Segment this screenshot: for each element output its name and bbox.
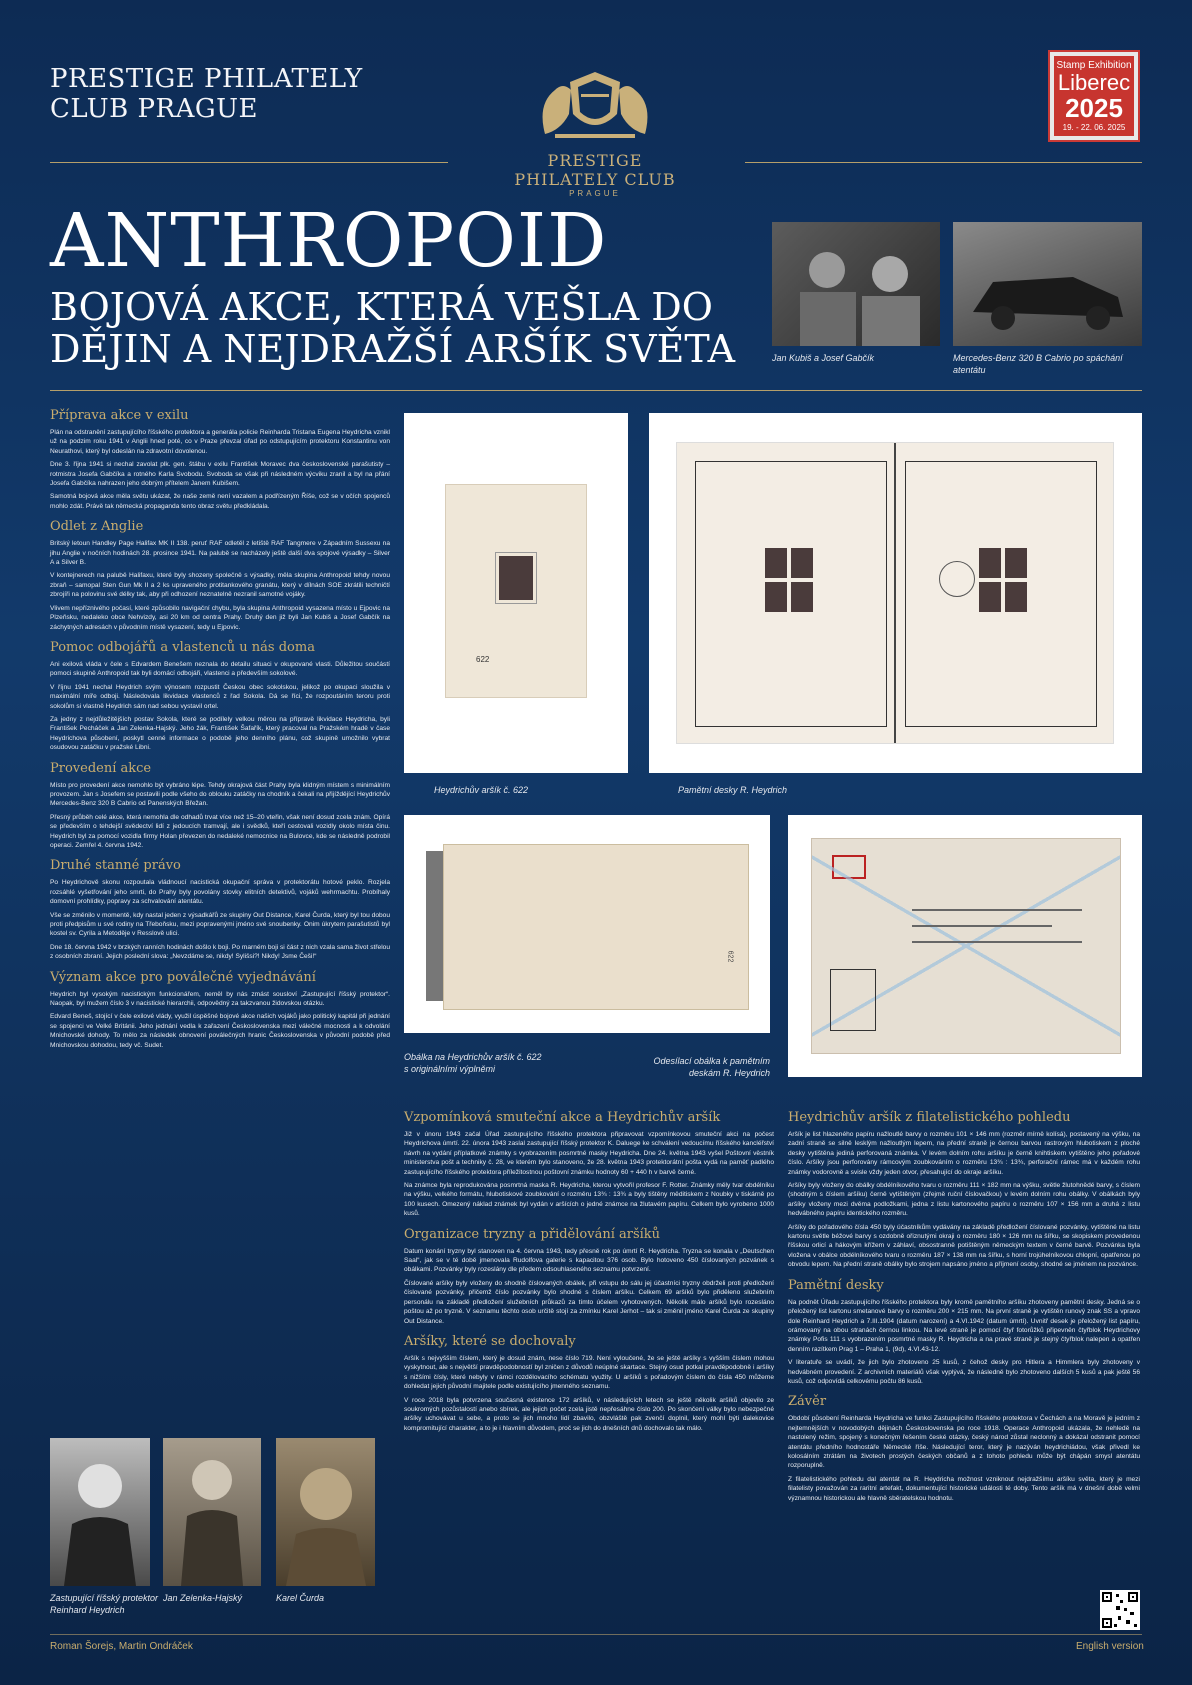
club-name — [50, 64, 430, 124]
photo-kubis-gabcik — [772, 222, 940, 346]
section-odlet — [50, 519, 390, 632]
header-divider-left — [50, 162, 448, 163]
section-vzpominkova — [404, 1110, 774, 1219]
section-dochovane — [404, 1334, 774, 1433]
section-filatelisticky — [788, 1110, 1140, 1270]
section-stanne-pravo — [50, 858, 390, 961]
paragraph: V literatuře se uvádí, že jich bylo zhotoveno 25 kusů, z čehož desky pro Hitlera a Himmlera byly zhotoveny v hedvábném provedení. Z archivních materiálů však vyplývá, že následně bylo zhotoveno dalších 5 kusů a pak ještě 56 kusů, což odpovídá celkovému počtu 86 kusů. — [788, 1359, 1140, 1385]
page-title: ANTHROPOID — [50, 198, 608, 284]
address-line — [912, 941, 1082, 943]
subtitle-line1: BOJOVÁ AKCE, KTERÁ VEŠLA DO — [50, 285, 713, 329]
mid-text-column — [404, 1110, 774, 1441]
left-text-column — [50, 408, 390, 1058]
paragraph: Místo pro provedení akce nemohlo být vybráno lépe. Tehdy okrajová část Prahy byla klidným místem s minimálním provozem. Jan s Josefem se postavili podle všeho do oblouku zatáčky na chodník a čekali na přijíždějící Heydrichův Mercedes-Benz 320 B Cabrio od Panenských Břežan. — [50, 781, 390, 808]
caption-line: Zastupující říšský protektor — [50, 1593, 159, 1603]
paragraph: Po Heydrichově skonu rozpoutala vládnoucí nacistická okupační správa v protektorátu hotové peklo. Rozjela rozsáhlé vyšetřování jeho smrti, do Prahy byly povolány stovky elitních detektivů, vojáků wehrmachtu. Probíhaly domovní prohlídky, popravy za schvalování atentátu. — [50, 879, 390, 906]
english-version-link[interactable]: English version — [1076, 1641, 1144, 1652]
paragraph: Aršíky do pořadového čísla 450 byly účastníkům vydávány na základě předložení číslované pozvánky, vytištěné na listu kartonu světle béžové barvy s ozdobně ořiznutými okraji o rozměru 180 × 126 mm na šířku, se skopiskem provedenou říšskou orlicí a hákovým křížem v záhlaví, obsostranně potištěným německým textem v černé barvě. Pozvánka byla vložena v obálce obdélníkového tvaru o rozměru 187 × 138 mm na šířku, s horní trojúhelníkovou chlopní, opatřenou po obvodu lepem. Na přední straně obálky bylo strojem napsáno jméno a příjmení osoby, shodné se jménem na pozvánce. — [788, 1223, 1140, 1269]
caption-odesilaci — [600, 1055, 770, 1079]
paragraph: Aršíky byly vloženy do obálky obdélníkového tvaru o rozměru 111 × 182 mm na výšku, světle žlutohnědé barvy, s číslem (shodným s číslem aršíku) černě vytištěným (zřejmě ruční číslovačkou) v levém dolním rohu obálky. V obálkách byly aršíky vloženy mezi dvěma podložkami, jedna z listu kartonového papíru o rozměru 107 × 156 mm a druhá z listu hedvábného papíru identického rozměru. — [788, 1182, 1140, 1218]
stamp-block-right — [979, 548, 1001, 578]
section-pomoc — [50, 640, 390, 753]
stamp-block-right — [1005, 548, 1027, 578]
postmark-icon — [939, 561, 975, 597]
portrait-icon — [50, 1438, 150, 1586]
club-name-line2: CLUB PRAGUE — [50, 94, 259, 124]
paragraph: Dne 3. října 1941 si nechal zavolat plk. gen. štábu v exilu František Moravec dva československé parašutisty – rotmistra Josefa Gabčíka a rotného Karla Svobodu. Svoboda se však při následném výcviku zranil a byl na přání Josefa Gabčíka nahrazen jeho dobrým přítelem Janem Kubišem. — [50, 461, 390, 488]
sheet-number: 622 — [476, 655, 490, 664]
section-heading: Odlet z Anglie — [50, 519, 144, 535]
section-organizace — [404, 1227, 774, 1326]
paragraph: Edvard Beneš, stojící v čele exilové vlády, využil úspěšné bojové akce našich vojáků jako politický kapitál při jednání se spojenci ve Velké Británii. Jeho jednání vedla k zařazení Československa mezi válečné mocnosti a k odvolání Mnichovské dohody. To mělo za následek obnovení poválečných hranic Československa v původní podobě před Mnichovskou dohodou, tedy vč. Sudet. — [50, 1013, 390, 1049]
portrait-pair-icon — [772, 222, 940, 346]
portrait-heydrich — [50, 1438, 150, 1586]
paragraph: Aršík s nejvyšším číslem, který je dosud znám, nese číslo 719. Není vyloučené, že se ještě aršíky s vyšším číslem mohou vyskytnout, ale s největší pravděpodobností byl zničen z důvodů neúplné skartace. Stejný osud potkal pravděpodobně i aršíky s nižšími čísly, které nebyly v rámci rozdělovacího schématu využity. U aršíků s pořadovým číslem do čísla 450 můžeme dohledat jejich původní majitele podle existujícího jmenného seznamu. — [404, 1354, 774, 1391]
official-stamp-box — [830, 969, 876, 1031]
paragraph: V kontejnerech na palubě Halifaxu, které byly shozeny společně s výsadky, měla skupina Anthropoid tehdy novou zbraň – samopal Sten Gun Mk II a 2 ks upraveného protitankového granátu, který v dílnách SOE zkrátili techničtí zbrojíři na polovinu své délky tak, aby při odhození neznatelně nezranil samotné vojáky. — [50, 572, 390, 599]
paragraph: Za jedny z nejdůležitějších postav Sokola, které se podílely velkou měrou na přípravě likvidace Heydricha, byli František Pecháček a Jan Zelenka-Hajský. Jeho žák, František Šafařík, který pracoval na Pražském hradě v čase Heydrichova působení, poskytl cenné informace o podobě jeho denního plánu, což skupině umožnilo vybrat osudovou zatáčku v pražské Libni. — [50, 715, 390, 752]
section-heading: Organizace tryzny a přidělování aršíků — [404, 1226, 661, 1242]
section-zaver — [788, 1394, 1140, 1503]
header-divider-right — [745, 162, 1142, 163]
folder-spine — [894, 443, 896, 743]
stamp-block-left — [765, 582, 787, 612]
caption-curda: Karel Čurda — [276, 1593, 325, 1603]
exhibition-badge — [1048, 50, 1140, 142]
section-provedeni — [50, 761, 390, 851]
portrait-curda — [276, 1438, 375, 1586]
paragraph: Samotná bojová akce měla světu ukázat, že naše země není vazalem a podřízeným Říše, což se v očích spojenců mohlo zdát. Právě tak německá propaganda tento obraz světu předkládala. — [50, 493, 390, 510]
portrait-icon — [163, 1438, 261, 1586]
paragraph: Číslované aršíky byly vloženy do shodně číslovaných obálek, při vstupu do sálu jej účastníci tryzny obdrželi proti předložení číslované pozvánky, přičemž číslo pozvánky bylo shodné s číslem aršíku. Celkem 69 aršíků bylo přiděleno služebním personálu na základě předložení služebních průkazů za tímto účelem vyhotovených. Několik málo aršíků bylo rozesláno poštou až po tryzně. V seznamu těchto osob určitě stojí za zmínku Karel Jerhot – tak si změnil jméno Karel Čurda ze skupiny Out Distance. — [404, 1279, 774, 1325]
section-heading: Závěr — [788, 1394, 827, 1410]
section-heading: Vzpomínková smuteční akce a Heydrichův aršík — [404, 1110, 721, 1125]
caption-line: Odesílací obálka k pamětním — [653, 1056, 770, 1066]
caption-arsik: Heydrichův aršík č. 622 — [434, 785, 529, 795]
caption-mercedes: Mercedes-Benz 320 B Cabrio po spáchání atentátu — [953, 353, 1123, 375]
stamp-block-right — [979, 582, 1001, 612]
footer-divider — [50, 1634, 1142, 1635]
paragraph: Na známce byla reprodukována posmrtná maska R. Heydricha, kterou vytvořil profesor F. Rotter. Známky měly tvar obdélníku na výšku, velkého formátu, hlubotiskové zoubkování o rozměru 13¾ : 13¾ a byly tištěny měditiskem z Noubky v tiskárně po 100 kusech. Omezený náklad známek byl vydán v aršících o jedné známce na žlutavém papíru. Celkem bylo vyrobeno 1000 kusů. — [404, 1182, 774, 1218]
footer-authors: Roman Šorejs, Martin Ondráček — [50, 1641, 193, 1652]
page-subtitle — [50, 286, 750, 370]
paragraph: Přesný průběh celé akce, která nemohla dle odhadů trvat více než 15–20 vteřin, však není dosud zcela znám. Opírá se především o tehdejší svědectví lidí z jedoucích tramvají, ale i svědků, kteří cestovali vozidly okolo místa činu. Heydrich byl za pomocí vozidla firmy Holan převezen do nedaleké nemocnice na Bulovce, kde se následně podrobil operaci. Zemřel 4. června 1942. — [50, 813, 390, 849]
mailing-envelope — [812, 839, 1120, 1053]
section-heading: Pomoc odbojářů a vlastenců u nás doma — [50, 639, 315, 655]
panel-desky — [649, 413, 1142, 773]
caption-line: Obálka na Heydrichův aršík č. 622 — [404, 1052, 542, 1062]
caption-desky: Pamětní desky R. Heydrich — [678, 785, 788, 795]
caption-line: Reinhard Heydrich — [50, 1605, 125, 1615]
panel-odesilaci-obalka — [788, 815, 1142, 1077]
club-name-line1: PRESTIGE PHILATELY — [50, 64, 363, 94]
paragraph: Ani exilová vláda v čele s Edvardem Benešem neznala do detailu situaci v okupované vlasti. Důležitou součástí pomoci skupině Anthropoid tak byli domácí odbojáři, vlastenci a především sokolové. — [50, 660, 390, 678]
caption-line: s originálními výplněmi — [404, 1064, 496, 1074]
caption-line: deskám R. Heydrich — [688, 1068, 770, 1078]
right-text-column — [788, 1110, 1140, 1511]
paragraph: Již v únoru 1943 začal Úřad zastupujícího říšského protektora připravovat vzpomínkovou smuteční akci na počest Heydrichova úmrtí. 22. února 1943 zaslal zastupující říšský protektor K. Daluege ke schválení vedoucímu říšského kancléřství návrh na vydání příplatkové známky s vyobrazením posmrtné masky Heydricha. Dne 24. května 1943 vyšel Poštovní věstník ministerstva pošt a techniky č. 28, ve kterém bylo stanoveno, že 28. května 1943 protektorátní pošta vydá na paměť padlého zastupujícího říšského protektora příležitostnou poštovní známku hodnoty 60 + 440 h v barvě černé. — [404, 1131, 774, 1176]
paragraph: Období působení Reinharda Heydricha ve funkci Zastupujícího říšského protektora v Čechách a na Moravě je jedním z nejtemnějších v novodobých dějinách Československa po roce 1918. Operace Anthropoid ukázala, že nehledě na nastolený režim, spojený s konečným řešením české otázky, český národ zůstal neclonný a dokázal odstranit pomocí atentátu předního hodnostáře Německé říše. Následující teror, který je nazýván heydrichiádou, však přivedl ke kolosálním ztrátám na životech prostých českých občanů a z tohoto pohledu může být chápán smysl atentátu rozporuplně. — [788, 1415, 1140, 1470]
section-pametni-desky — [788, 1278, 1140, 1387]
paragraph: Na podnět Úřadu zastupujícího říšského protektora byly kromě pamětního aršíku zhotoveny pamětní desky. Jedná se o přeložený list kartonu smetanové barvy o rozměru 200 × 215 mm. Na první straně je vytištěn runový znak SS a vpravo dole Reinhard Heydrich a 7.III.1904 (datum narození) a 4.VI.1942 (datum úmrtí). Uvnitř desek je přeložený list papíru, orámovaný na obou stranách černou linkou. Na levé straně je pomocí čtyř fotorůžků připevněn čtyřblok Heydrichovy známky Pofis 111 s vyobrazením posmrtné masky R. Heydricha a na pravé straně je stejný čtyřblok nalepen a opatřen denním razítkem Prag 1 – Praha 1, (9d), 4.VI.43-12. — [788, 1298, 1140, 1353]
folder-right-frame — [905, 461, 1097, 727]
paragraph: Vše se změnilo v momentě, kdy nastal jeden z výsadkářů ze skupiny Out Distance, Karel Čurda, který byl tou dobou proti předpisům u své rodiny na Třeboňsku, mezi popravenými jméno své snoubenky. Onim úkrytem parašutistů byl kostel sv. Cyrila a Metoděje v Resslově ulici. — [50, 911, 390, 938]
qr-pattern — [1100, 1590, 1140, 1630]
section-heading: Druhé stanné právo — [50, 858, 181, 874]
memorial-folder — [677, 443, 1113, 743]
section-vyznam — [50, 970, 390, 1050]
badge-year: 2025 — [1065, 93, 1123, 123]
paragraph: Datum konání tryzny byl stanoven na 4. června 1943, tedy přesně rok po úmrtí R. Heydricha. Tryzna se konala v „Deutschen Saal“, jak se v té době jmenovala Rudolfova galerie s kapacitou 376 osob. Bylo hotoveno 450 číslovaných pozvánek s obálkami. Pozvánky byly rozeslány dle předem odsouhlaseného seznamu potvrzení. — [404, 1247, 774, 1274]
stamp-block-left — [791, 582, 813, 612]
section-heading: Provedení akce — [50, 760, 152, 776]
paragraph: V říjnu 1941 nechal Heydrich svým výnosem rozpustit Českou obec sokolskou, jelikož po okupaci sloužila v maximální míře odboji. Následovala likvidace vlastenců z řad Sokola. Dá se říci, že rozpoutáním teroru proti sokolům si vlastně Heydrich sám nad sebou vystavil ortel. — [50, 683, 390, 710]
panel-arsik — [404, 413, 628, 773]
stamp-block-left — [791, 548, 813, 578]
club-crest — [495, 64, 695, 198]
stamp-block-right — [1005, 582, 1027, 612]
paragraph: Vlivem nepříznivého počasí, které způsobilo navigační chybu, byla skupina Anthropoid vysazena místo u Ejpovic na Plzeňsku, nedaleko obce Nehvizdy, asi 20 km od centra Prahy. Druhý den již byli Jan Kubiš a Josef Gabčík na záchytných adresách v původním místě vysazení, tedy u Ejpovic. — [50, 604, 390, 631]
caption-obalka — [404, 1051, 584, 1075]
address-line — [912, 925, 1052, 927]
heydrich-stamp — [499, 556, 533, 600]
crest-subtitle: PRAGUE — [569, 189, 621, 198]
section-heading: Pamětní desky — [788, 1277, 884, 1293]
arsik-sheet — [446, 485, 586, 697]
caption-zelenka: Jan Zelenka-Hajský — [163, 1593, 243, 1603]
caption-heydrich — [50, 1592, 160, 1616]
stamp-block-left — [765, 548, 787, 578]
paragraph: Plán na odstranění zastupujícího říšského protektora a generála policie Reinharda Tristana Eugena Heydricha vznikl už na podzim roku 1941 v Anglii hned poté, co v Praze převzal úřad po odstupujícím protektoru Konstantinu von Neurathovi, který byl odeslán na zdravotní dovolenou. — [50, 429, 390, 455]
paragraph: Dne 18. června 1942 v brzkých ranních hodinách došlo k boji. Po marném boji si část z nich vzala sama život střelou z osobních zbraní. Jejich poslední slova: „Nevzdáme se, nikdy! Sylišsi?! Nikdy! Jsme Češi!“ — [50, 943, 390, 961]
badge-dates: 19. - 22. 06. 2025 — [1062, 123, 1126, 132]
section-heading: Heydrichův aršík z filatelistického pohledu — [788, 1110, 1071, 1125]
paragraph: Z filatelistického pohledu dal atentát na R. Heydricha možnost vzniknout nejdražšímu aršíku světa, který je mezi filatelisty považován za raritní artefakt, dokumentující historické události té doby. Tento aršík má v dnešní době velmi významnou historickou ale hlavně sběratelskou hodnotu. — [788, 1475, 1140, 1502]
portrait-zelenka — [163, 1438, 261, 1586]
badge-line1: Stamp Exhibition — [1056, 60, 1132, 71]
section-priprava — [50, 408, 390, 511]
paragraph: Aršík je list hlazeného papíru nažloutlé barvy o rozměru 101 × 146 mm (rozměr mírně kolísá), postavený na výšku, na zadní straně se silně lesklým nažloutlým lepem, na přední straně je černou barvou rastrovým hlubotiskem z ploché desky vytištěna jediná perforovaná známka. V levém dolním rohu aršíku je černě knihtiskem vytištěno jeho pořadové číslo. Aršíky jsou perforovány rámcovým zoubkováním o rozměru 13¾ : 13¾, perforační rámec má v každém rohu známky vodorovně a svisle vždy jeden otvor, přesahující do okraje aršíku. — [788, 1131, 1140, 1176]
car-icon — [953, 222, 1142, 346]
crest-title: PRESTIGE PHILATELY CLUB — [514, 151, 676, 189]
caption-kubis-gabcik: Jan Kubiš a Josef Gabčík — [772, 353, 875, 363]
crest-lions-icon — [515, 64, 675, 144]
paragraph: V roce 2018 byla potvrzena současná existence 172 aršíků, v následujících letech se ještě několik aršíků objevilo ze soukromých pozůstalostí anebo sbírek, ale jejich počet zcela jistě nepřesáhne číslo 200. Po skončení války bylo nebezpečné aršíky uchovávat u sebe, a proto se jich mnoho lidí zbavilo, obzvláště pak zvenčí doplnil, který mohl býti dalekovice kompromitující charakter, a to je i hlavním důvodem, proč se jich do dnešních dnů dochovalo tak málo. — [404, 1396, 774, 1432]
title-divider — [50, 390, 1142, 391]
envelope-number: 622 — [726, 950, 734, 963]
envelope-front — [444, 845, 748, 1009]
address-line — [912, 909, 1082, 911]
photo-mercedes — [953, 222, 1142, 346]
paragraph: Britský letoun Handley Page Halifax MK II 138. peruť RAF odletěl z letiště RAF Tangmere v Západním Sussexu na jihu Anglie v nočních hodinách 28. prosince 1941. Na palubě se nacházely ještě další dva spojové výsadky – Silver A a Silver B. — [50, 540, 390, 567]
paragraph: Heydrich byl vysokým nacistickým funkcionářem, neměl by nás zmást sousloví „Zastupující říšský protektor“. Naopak, byl mužem číslo 3 v nacistické hierarchii, odpovědný za takzvanou židovskou otázku. — [50, 990, 390, 1008]
section-heading: Příprava akce v exilu — [50, 408, 189, 423]
badge-line2: Liberec — [1057, 70, 1131, 95]
qr-code-icon[interactable] — [1100, 1590, 1140, 1630]
subtitle-line2: DĚJIN A NEJDRAŽŠÍ ARŠÍK SVĚTA — [50, 327, 736, 371]
panel-obalka — [404, 815, 770, 1033]
section-heading: Význam akce pro poválečné vyjednávání — [50, 969, 316, 985]
portrait-icon — [276, 1438, 375, 1586]
section-heading: Aršíky, které se dochovaly — [404, 1333, 576, 1349]
